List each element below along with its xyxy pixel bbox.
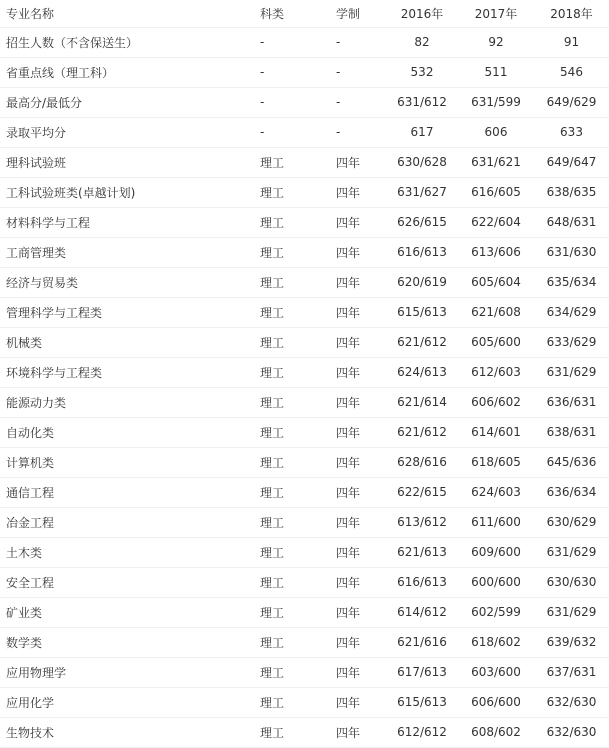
cell-duration: 四年 — [310, 567, 386, 597]
cell-major-name: 通信工程 — [0, 477, 234, 507]
cell-2018: 648/631 — [534, 207, 609, 237]
cell-major-name: 安全工程 — [0, 567, 234, 597]
cell-2018: 638/631 — [534, 417, 609, 447]
cell-2016: 631/627 — [386, 177, 458, 207]
cell-duration: 四年 — [310, 537, 386, 567]
cell-category: 理工 — [234, 657, 310, 687]
cell-2018: 631/629 — [534, 597, 609, 627]
cell-category: - — [234, 57, 310, 87]
cell-2018: 633 — [534, 117, 609, 147]
cell-2016: 621/614 — [386, 387, 458, 417]
cell-2017: 603/600 — [458, 657, 534, 687]
cell-2016: 617/613 — [386, 657, 458, 687]
cell-2017: 511 — [458, 57, 534, 87]
cell-category: 理工 — [234, 147, 310, 177]
cell-2017: 605/604 — [458, 267, 534, 297]
table-row — [0, 477, 609, 507]
table-row — [0, 267, 609, 297]
table-row — [0, 297, 609, 327]
cell-2018: 630/630 — [534, 567, 609, 597]
cell-category: 理工 — [234, 627, 310, 657]
header-major-name: 专业名称 — [0, 0, 234, 27]
cell-2018: 631/630 — [534, 237, 609, 267]
cell-2016: 621/616 — [386, 627, 458, 657]
table-row — [0, 357, 609, 387]
cell-2016: 616/613 — [386, 567, 458, 597]
cell-2016: 614/612 — [386, 597, 458, 627]
table-row — [0, 417, 609, 447]
cell-2016: 624/613 — [386, 357, 458, 387]
cell-category: 理工 — [234, 237, 310, 267]
cell-2016: 617 — [386, 117, 458, 147]
cell-2017: 611/600 — [458, 507, 534, 537]
cell-2018: 630/629 — [534, 507, 609, 537]
table-header-row — [0, 0, 609, 27]
cell-major-name: 矿业类 — [0, 597, 234, 627]
table-row — [0, 327, 609, 357]
cell-category: 理工 — [234, 447, 310, 477]
table-row — [0, 117, 609, 147]
cell-2016: 615/613 — [386, 687, 458, 717]
table-row — [0, 717, 609, 747]
cell-2018: 633/629 — [534, 327, 609, 357]
cell-2018: 632/630 — [534, 717, 609, 747]
cell-duration: 四年 — [310, 267, 386, 297]
cell-category: 理工 — [234, 267, 310, 297]
cell-2016: 612/612 — [386, 717, 458, 747]
table-row — [0, 57, 609, 87]
cell-2017: 608/602 — [458, 717, 534, 747]
cell-duration: 四年 — [310, 297, 386, 327]
cell-2018: 546 — [534, 57, 609, 87]
cell-duration: 四年 — [310, 147, 386, 177]
cell-2016: 621/612 — [386, 327, 458, 357]
cell-category: - — [234, 87, 310, 117]
cell-2016: 626/615 — [386, 207, 458, 237]
cell-duration: 四年 — [310, 717, 386, 747]
cell-2018: 645/636 — [534, 447, 609, 477]
cell-2017: 612/603 — [458, 357, 534, 387]
cell-major-name: 机械类 — [0, 327, 234, 357]
cell-major-name: 生物技术 — [0, 717, 234, 747]
table-row — [0, 657, 609, 687]
cell-major-name: 省重点线（理工科） — [0, 57, 234, 87]
table-row — [0, 177, 609, 207]
cell-2016: 620/619 — [386, 267, 458, 297]
cell-major-name: 能源动力类 — [0, 387, 234, 417]
table-row — [0, 687, 609, 717]
cell-2017: 622/604 — [458, 207, 534, 237]
cell-2016: 615/613 — [386, 297, 458, 327]
cell-2018: 631/629 — [534, 537, 609, 567]
table-row — [0, 627, 609, 657]
cell-2018: 649/647 — [534, 147, 609, 177]
cell-duration: 四年 — [310, 507, 386, 537]
cell-major-name: 环境科学与工程类 — [0, 357, 234, 387]
cell-2017: 605/600 — [458, 327, 534, 357]
cell-2016: 616/613 — [386, 237, 458, 267]
cell-category: 理工 — [234, 417, 310, 447]
cell-duration: 四年 — [310, 597, 386, 627]
cell-duration: - — [310, 27, 386, 57]
cell-category: 理工 — [234, 207, 310, 237]
cell-major-name: 理科试验班 — [0, 147, 234, 177]
cell-2017: 631/599 — [458, 87, 534, 117]
cell-2018: 637/631 — [534, 657, 609, 687]
table-row — [0, 207, 609, 237]
table-row — [0, 507, 609, 537]
cell-major-name: 应用化学 — [0, 687, 234, 717]
cell-2016: 621/613 — [386, 537, 458, 567]
cell-2017: 602/599 — [458, 597, 534, 627]
cell-duration: 四年 — [310, 417, 386, 447]
cell-2017: 606 — [458, 117, 534, 147]
cell-2017: 613/606 — [458, 237, 534, 267]
cell-duration: - — [310, 87, 386, 117]
cell-2018: 635/634 — [534, 267, 609, 297]
header-2017: 2017年 — [458, 0, 534, 27]
cell-2016: 628/616 — [386, 447, 458, 477]
cell-category: 理工 — [234, 687, 310, 717]
cell-2016: 630/628 — [386, 147, 458, 177]
cell-duration: 四年 — [310, 327, 386, 357]
cell-2017: 92 — [458, 27, 534, 57]
cell-major-name: 应用物理学 — [0, 657, 234, 687]
cell-duration: 四年 — [310, 477, 386, 507]
table-body — [0, 27, 609, 747]
cell-2017: 606/600 — [458, 687, 534, 717]
cell-duration: 四年 — [310, 177, 386, 207]
cell-category: 理工 — [234, 177, 310, 207]
table-row — [0, 537, 609, 567]
cell-major-name: 自动化类 — [0, 417, 234, 447]
cell-duration: 四年 — [310, 657, 386, 687]
cell-major-name: 管理科学与工程类 — [0, 297, 234, 327]
cell-major-name: 工科试验班类(卓越计划) — [0, 177, 234, 207]
cell-category: 理工 — [234, 477, 310, 507]
cell-duration: 四年 — [310, 357, 386, 387]
cell-major-name: 录取平均分 — [0, 117, 234, 147]
cell-major-name: 土木类 — [0, 537, 234, 567]
cell-2018: 636/634 — [534, 477, 609, 507]
cell-category: 理工 — [234, 297, 310, 327]
cell-duration: 四年 — [310, 237, 386, 267]
cell-2017: 624/603 — [458, 477, 534, 507]
cell-category: - — [234, 27, 310, 57]
header-duration: 学制 — [310, 0, 386, 27]
table-row — [0, 237, 609, 267]
cell-category: 理工 — [234, 357, 310, 387]
cell-2018: 631/629 — [534, 357, 609, 387]
cell-2018: 649/629 — [534, 87, 609, 117]
cell-major-name: 最高分/最低分 — [0, 87, 234, 117]
cell-category: 理工 — [234, 717, 310, 747]
cell-major-name: 材料科学与工程 — [0, 207, 234, 237]
header-category: 科类 — [234, 0, 310, 27]
cell-2017: 609/600 — [458, 537, 534, 567]
cell-2017: 618/602 — [458, 627, 534, 657]
cell-category: - — [234, 117, 310, 147]
cell-category: 理工 — [234, 597, 310, 627]
cell-2018: 639/632 — [534, 627, 609, 657]
cell-2017: 631/621 — [458, 147, 534, 177]
cell-2018: 634/629 — [534, 297, 609, 327]
cell-duration: 四年 — [310, 207, 386, 237]
cell-2016: 631/612 — [386, 87, 458, 117]
table-row — [0, 87, 609, 117]
cell-category: 理工 — [234, 507, 310, 537]
cell-duration: - — [310, 57, 386, 87]
cell-2017: 600/600 — [458, 567, 534, 597]
cell-duration: 四年 — [310, 627, 386, 657]
table-row — [0, 387, 609, 417]
cell-major-name: 冶金工程 — [0, 507, 234, 537]
cell-2016: 621/612 — [386, 417, 458, 447]
cell-category: 理工 — [234, 387, 310, 417]
cell-2017: 616/605 — [458, 177, 534, 207]
header-2016: 2016年 — [386, 0, 458, 27]
cell-major-name: 经济与贸易类 — [0, 267, 234, 297]
table-row — [0, 147, 609, 177]
cell-duration: 四年 — [310, 687, 386, 717]
table-row — [0, 447, 609, 477]
cell-2018: 638/635 — [534, 177, 609, 207]
table-row — [0, 567, 609, 597]
cell-2018: 632/630 — [534, 687, 609, 717]
cell-category: 理工 — [234, 567, 310, 597]
header-2018: 2018年 — [534, 0, 609, 27]
cell-2018: 91 — [534, 27, 609, 57]
cell-duration: - — [310, 117, 386, 147]
cell-2016: 613/612 — [386, 507, 458, 537]
table-row — [0, 597, 609, 627]
cell-duration: 四年 — [310, 387, 386, 417]
cell-major-name: 计算机类 — [0, 447, 234, 477]
cell-major-name: 工商管理类 — [0, 237, 234, 267]
cell-duration: 四年 — [310, 447, 386, 477]
cell-category: 理工 — [234, 327, 310, 357]
table-row — [0, 27, 609, 57]
cell-2017: 618/605 — [458, 447, 534, 477]
cell-2016: 82 — [386, 27, 458, 57]
cell-category: 理工 — [234, 537, 310, 567]
cell-2018: 636/631 — [534, 387, 609, 417]
cell-2016: 532 — [386, 57, 458, 87]
cell-2016: 622/615 — [386, 477, 458, 507]
cell-2017: 621/608 — [458, 297, 534, 327]
cell-2017: 606/602 — [458, 387, 534, 417]
cell-major-name: 招生人数（不含保送生） — [0, 27, 234, 57]
cell-2017: 614/601 — [458, 417, 534, 447]
cell-major-name: 数学类 — [0, 627, 234, 657]
